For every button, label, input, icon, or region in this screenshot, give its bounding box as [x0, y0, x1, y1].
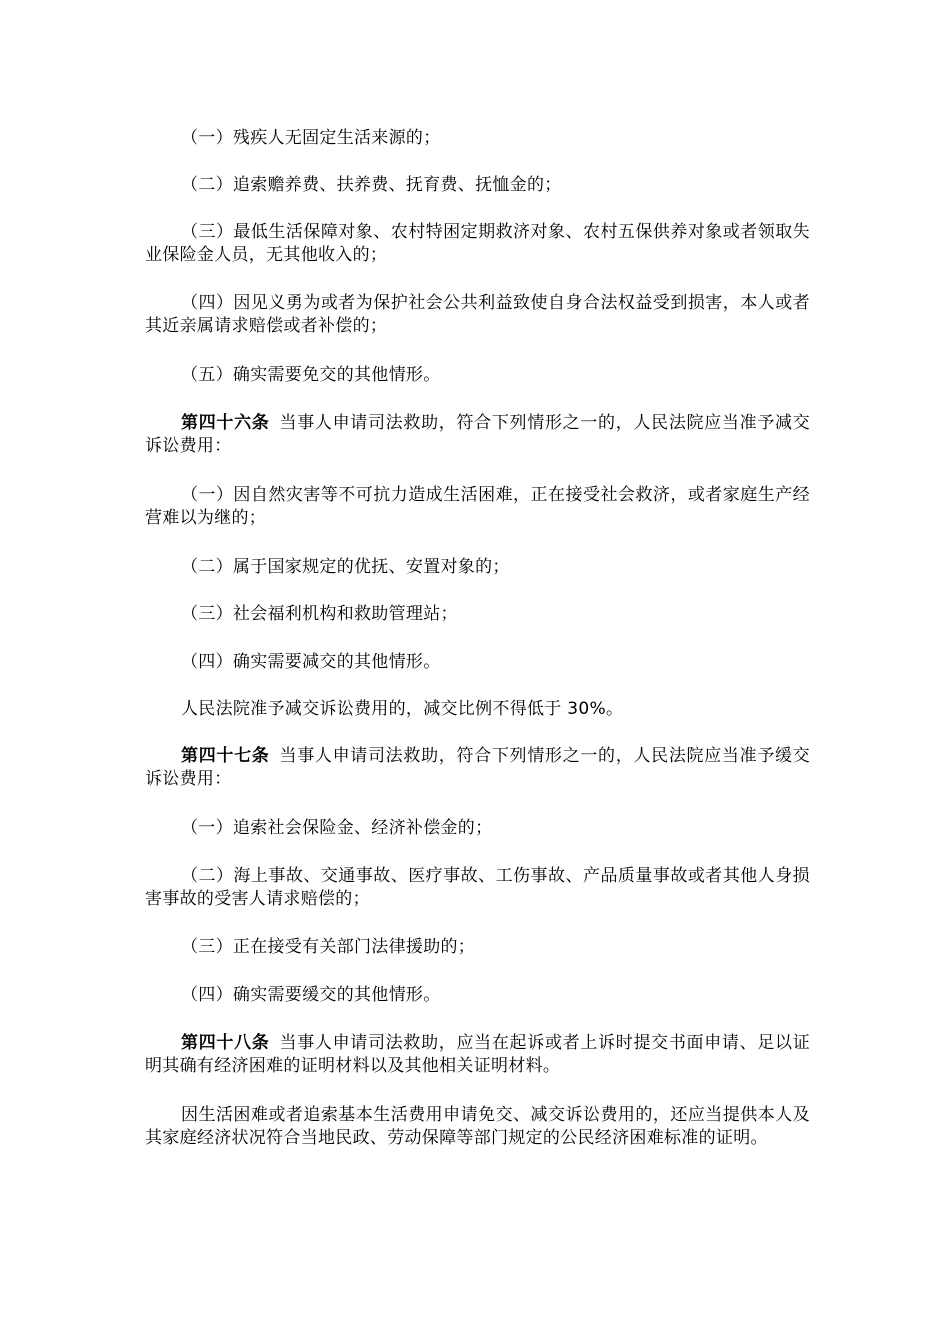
paragraph-text: （五）确实需要免交的其他情形。	[181, 365, 441, 385]
paragraph-text: （三）社会福利机构和救助管理站；	[181, 604, 458, 624]
paragraph-text: （三）最低生活保障对象、农村特困定期救济对象、农村五保供养对象或者领取失业保险金人员，无其他收入的；	[145, 222, 810, 265]
paragraph-text: （四）确实需要缓交的其他情形。	[181, 985, 441, 1005]
clause-paragraph	[145, 556, 810, 579]
clause-paragraph	[145, 364, 810, 387]
clause-paragraph	[145, 817, 810, 840]
clause-paragraph	[145, 651, 810, 674]
paragraph-text: （二）海上事故、交通事故、医疗事故、工伤事故、产品质量事故或者其他人身损害事故的受害人请求赔偿的；	[145, 866, 810, 909]
clause-paragraph	[145, 936, 810, 959]
paragraph-text: （一）因自然灾害等不可抗力造成生活困难，正在接受社会救济，或者家庭生产经营难以为继的；	[145, 485, 810, 528]
clause-paragraph	[145, 984, 810, 1007]
paragraph-text: 当事人申请司法救助，符合下列情形之一的，人民法院应当准予减交诉讼费用：	[145, 413, 811, 456]
article-number: 第四十八条	[181, 1033, 270, 1053]
clause-paragraph	[145, 127, 810, 150]
body-paragraph	[145, 698, 810, 721]
clause-paragraph	[145, 174, 810, 197]
clause-paragraph	[145, 865, 810, 911]
paragraph-text: 因生活困难或者追索基本生活费用申请免交、减交诉讼费用的，还应当提供本人及其家庭经济状况符合当地民政、劳动保障等部门规定的公民经济困难标准的证明。	[145, 1105, 810, 1148]
paragraph-text: （三）正在接受有关部门法律援助的；	[181, 937, 476, 957]
paragraph-text: 当事人申请司法救助，应当在起诉或者上诉时提交书面申请、足以证明其确有经济困难的证明材料以及其他相关证明材料。	[145, 1033, 811, 1076]
paragraph-text: （四）确实需要减交的其他情形。	[181, 652, 441, 672]
paragraph-text: （二）追索赡养费、扶养费、抚育费、抚恤金的；	[181, 175, 562, 195]
paragraph-text: （四）因见义勇为或者为保护社会公共利益致使自身合法权益受到损害，本人或者其近亲属请求赔偿或者补偿的；	[145, 293, 810, 336]
clause-paragraph	[145, 292, 810, 338]
paragraph-text: （一）残疾人无固定生活来源的；	[181, 128, 441, 148]
article-paragraph	[145, 745, 810, 791]
paragraph-text: 人民法院准予减交诉讼费用的，减交比例不得低于 30%。	[181, 699, 624, 719]
body-paragraph	[145, 1104, 810, 1150]
clause-paragraph	[145, 484, 810, 530]
clause-paragraph	[145, 603, 810, 626]
paragraph-text: （二）属于国家规定的优抚、安置对象的；	[181, 557, 510, 577]
article-paragraph	[145, 1032, 810, 1078]
article-paragraph	[145, 412, 810, 458]
article-number: 第四十六条	[181, 413, 270, 433]
paragraph-text: （一）追索社会保险金、经济补偿金的；	[181, 818, 493, 838]
clause-paragraph	[145, 221, 810, 267]
paragraph-text: 当事人申请司法救助，符合下列情形之一的，人民法院应当准予缓交诉讼费用：	[145, 746, 811, 789]
article-number: 第四十七条	[181, 746, 270, 766]
